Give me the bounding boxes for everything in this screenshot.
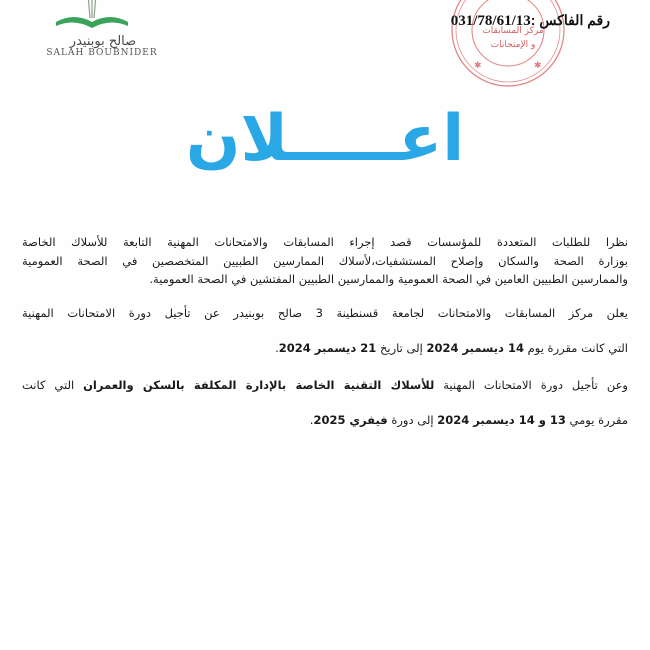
text-segment: .	[275, 341, 279, 355]
text-segment: مقررة يومي	[565, 413, 628, 427]
paragraph-postponement-2	[22, 368, 628, 438]
text-segment: التي كانت	[22, 378, 84, 392]
svg-text:✱: ✱	[474, 61, 482, 71]
paragraph-line	[22, 331, 628, 366]
paragraph-line: والممارسين الطبيين العامين في الصحة العمومية والممارسين الطبيين المفتشين في الصحة العمومية.	[149, 272, 628, 286]
fax-label: رقم الفاكس :	[530, 12, 610, 28]
new-date: 21 ديسمبر 2024	[278, 341, 377, 355]
text-segment: إلى دورة	[387, 413, 438, 427]
paragraph-line	[22, 368, 628, 403]
university-logo	[38, 0, 158, 60]
corps-name: للأسلاك التقنية الخاصة بالإدارة المكلفة بالسكن والعمران	[83, 378, 435, 392]
text-segment: إلى تاريخ	[376, 341, 427, 355]
stamp-line-1: مركز المسابقات	[482, 26, 544, 36]
paragraph-line: نظرا للطلبات المتعددة للمؤسسات قصد إجراء المسابقات والامتحانات المهنية التابعة للأسلاك الخاصة	[22, 235, 628, 249]
logo-arabic-name: صالح بوبنيدر	[69, 34, 137, 49]
fax-number	[451, 12, 610, 30]
original-dates: 13 و 14 ديسمبر 2024	[437, 413, 566, 427]
paragraph-line: بوزارة الصحة والسكان وإصلاح المستشفيات،لأسلاك الممارسين الطبيين المتخصصين في الصحة العمومية	[22, 253, 628, 268]
text-segment: وعن تأجيل دورة الامتحانات المهنية	[434, 378, 628, 392]
original-date: 14 ديسمبر 2024	[426, 341, 524, 355]
paragraph-line	[22, 403, 628, 438]
announcement-title: اعـــــلان	[185, 102, 465, 176]
fax-value: 031/78/61/13	[450, 13, 531, 29]
stamp-line-2: و الإمتحانات	[490, 40, 536, 50]
text-segment: .	[309, 413, 314, 427]
new-session: فيفري 2025	[313, 413, 388, 427]
book-emblem-icon	[52, 0, 132, 32]
paragraph-intro	[22, 233, 628, 289]
svg-text:✱: ✱	[534, 61, 542, 71]
paragraph-line: يعلن مركز المسابقات والامتحانات لجامعة قسنطينة 3 صالح بوبنيدر عن تأجيل دورة الامتحانات المهنية	[22, 306, 628, 320]
text-segment: التي كانت مقررة يوم	[523, 341, 628, 355]
logo-english-name: SALAH BOUBNIDER	[46, 48, 158, 58]
paragraph-postponement-1	[22, 296, 628, 366]
